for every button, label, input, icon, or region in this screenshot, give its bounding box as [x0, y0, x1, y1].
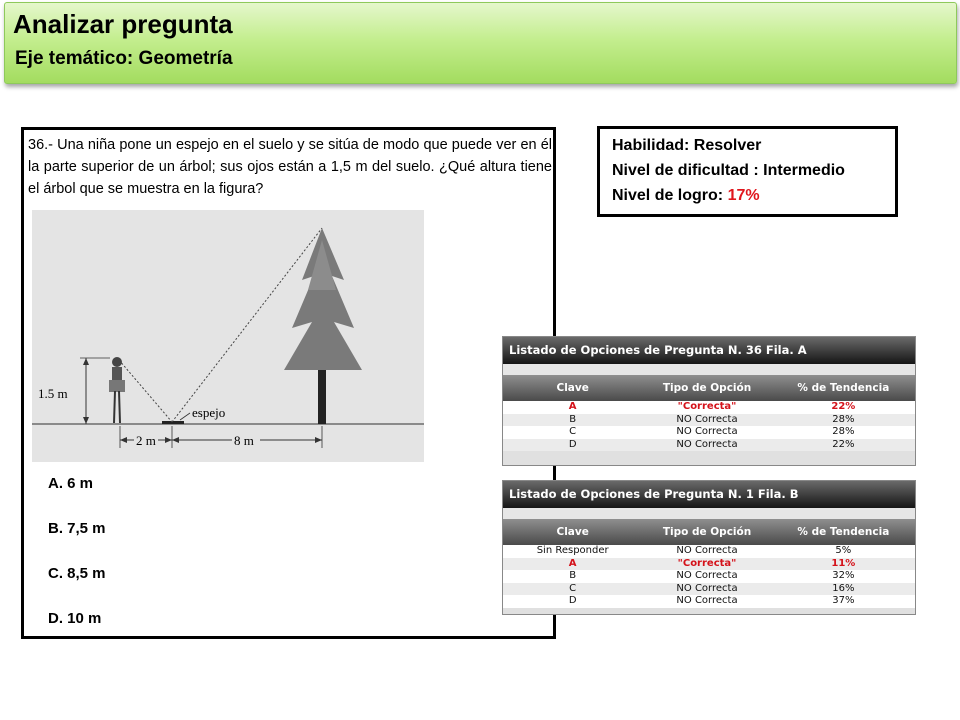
options-table-1 — [502, 336, 916, 466]
height-label: 1.5 m — [38, 386, 68, 401]
option-d: D. 10 m — [48, 610, 102, 627]
nivel-label: Nivel de dificultad : — [612, 162, 759, 179]
clave-cell: B — [569, 413, 577, 425]
column-header: Clave — [556, 526, 589, 538]
clave-cell: C — [569, 582, 577, 594]
option-c: C. 8,5 m — [48, 565, 106, 582]
column-header: Tipo de Opción — [662, 382, 752, 394]
table-header — [503, 375, 915, 401]
table-title: Listado de Opciones de Pregunta N. 1 Fila. B — [503, 481, 915, 508]
pct-cell: 16% — [832, 582, 855, 594]
pct-cell: 32% — [832, 570, 855, 581]
logro-line — [612, 185, 760, 207]
column-header: % de Tendencia — [797, 382, 890, 394]
distance-2-label: 8 m — [234, 433, 254, 448]
pct-cell: 11% — [831, 557, 856, 569]
nivel-value: Intermedio — [763, 162, 845, 179]
table-row — [503, 401, 915, 414]
pct-cell: 22% — [831, 401, 856, 412]
info-box — [597, 126, 898, 217]
clave-cell: C — [569, 426, 577, 437]
clave-cell: Sin Responder — [536, 545, 609, 556]
distance-1-label: 2 m — [136, 433, 156, 448]
clave-cell: A — [568, 557, 577, 569]
question-box — [21, 127, 556, 639]
tipo-cell: "Correcta" — [677, 401, 737, 412]
clave-cell: A — [568, 401, 577, 412]
table-row — [503, 414, 915, 427]
girl-figure — [109, 357, 125, 423]
pct-cell: 22% — [832, 438, 855, 450]
option-b: B. 7,5 m — [48, 520, 106, 537]
table-row — [503, 426, 915, 439]
logro-label: Nivel de logro: — [612, 187, 724, 204]
table-header — [503, 519, 915, 545]
tree-figure — [284, 228, 362, 424]
clave-cell: D — [568, 438, 577, 450]
header-banner — [4, 2, 957, 84]
table-row — [503, 439, 915, 452]
question-text: 36.- Una niña pone un espejo en el suelo y se sitúa de modo que puede ver en él la parte superior de un árbol; sus ojos están a 1,5 m del suelo. ¿Qué altura tiene el árbol que se muestra en la figura? — [28, 137, 552, 197]
tipo-cell: NO Correcta — [676, 570, 738, 581]
tipo-cell: NO Correcta — [676, 595, 738, 606]
column-header: Tipo de Opción — [662, 526, 752, 538]
table-row — [503, 595, 915, 608]
habilidad-label: Habilidad: — [612, 137, 690, 154]
option-a: A. 6 m — [48, 475, 94, 492]
page-subtitle: Eje temático: Geometría — [15, 48, 233, 69]
table-row — [503, 545, 915, 558]
tipo-cell: NO Correcta — [676, 545, 738, 556]
mirror-label: espejo — [192, 405, 226, 420]
clave-cell: D — [568, 595, 577, 606]
options-table-2 — [502, 480, 916, 615]
habilidad-line — [612, 135, 761, 157]
pct-cell: 37% — [832, 595, 855, 606]
column-header: Clave — [556, 382, 589, 394]
pct-cell: 5% — [835, 545, 852, 556]
pct-cell: 28% — [832, 426, 855, 437]
tipo-cell: "Correcta" — [677, 557, 737, 569]
logro-value: 17% — [727, 187, 760, 204]
habilidad-value: Resolver — [693, 137, 762, 154]
pct-cell: 28% — [832, 413, 855, 425]
tipo-cell: NO Correcta — [676, 438, 738, 450]
tipo-cell: NO Correcta — [676, 582, 738, 594]
nivel-line — [612, 160, 845, 182]
column-header: % de Tendencia — [797, 526, 890, 538]
question-figure — [32, 210, 424, 462]
geometry-figure — [32, 210, 424, 462]
clave-cell: B — [569, 570, 577, 581]
table-row — [503, 583, 915, 596]
table-row — [503, 570, 915, 583]
table-row — [503, 558, 915, 571]
sight-line-girl — [119, 360, 172, 422]
page-title: Analizar pregunta — [13, 9, 233, 39]
tipo-cell: NO Correcta — [676, 426, 738, 437]
table-title: Listado de Opciones de Pregunta N. 36 Fila. A — [503, 337, 915, 364]
tipo-cell: NO Correcta — [676, 413, 738, 425]
